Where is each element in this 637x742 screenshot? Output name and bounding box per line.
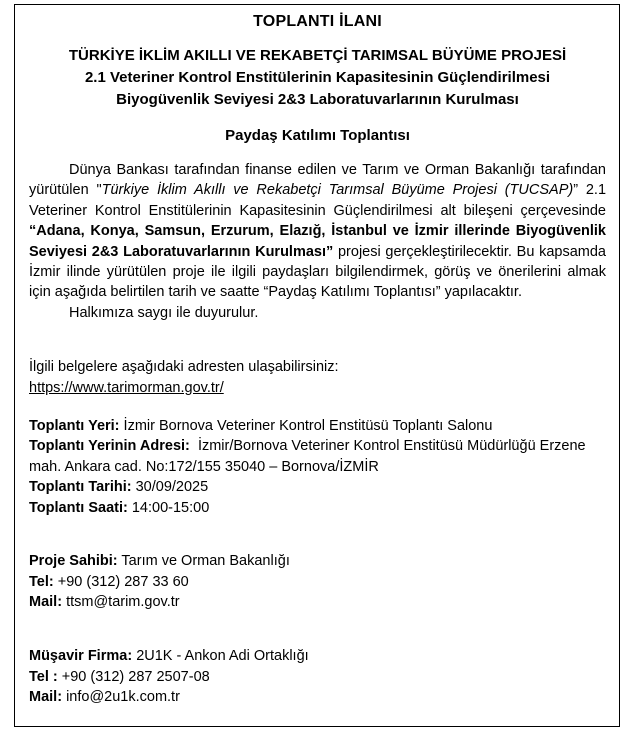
- project-title-line-3: Biyogüvenlik Seviyesi 2&3 Laboratuvarlarının Kurulması: [116, 91, 519, 108]
- project-owner-mail-value: ttsm@tarim.gov.tr: [66, 593, 180, 610]
- meeting-address-value: İzmir/Bornova Veteriner Kontrol Enstitüsü Müdürlüğü Erzene mah. Ankara cad. No:172/155 35040 – Bornova/İZMİR: [29, 438, 586, 475]
- consultant-firm-value: 2U1K - Ankon Adi Ortaklığı: [136, 648, 309, 665]
- closing-line: Halkımıza saygı ile duyurulur.: [69, 304, 259, 321]
- meeting-time-value: 14:00-15:00: [131, 499, 210, 516]
- meeting-address-label: Toplantı Yerinin Adresi:: [29, 438, 190, 455]
- project-title-line-1: TÜRKİYE İKLİM AKILLI VE REKABETÇİ TARIMSAL BÜYÜME PROJESİ: [68, 47, 567, 64]
- project-owner-value: Tarım ve Orman Bakanlığı: [121, 553, 290, 570]
- consultant-mail-label: Mail:: [29, 689, 63, 706]
- announcement-paragraph: [29, 160, 606, 303]
- project-title-line-2: 2.1 Veteriner Kontrol Enstitülerinin Kapasitesinin Güçlendirilmesi: [84, 69, 551, 86]
- project-owner-mail-label: Mail:: [29, 593, 63, 610]
- tarimorman-link[interactable]: https://www.tarimorman.gov.tr/: [29, 379, 224, 396]
- consultant-tel-label: Tel :: [29, 668, 58, 685]
- announcement-document: [14, 4, 620, 727]
- meeting-venue-label: Toplantı Yeri:: [29, 418, 120, 435]
- consultant-mail-value: info@2u1k.com.tr: [66, 689, 180, 706]
- project-owner-section: [29, 551, 606, 612]
- announcement-text-run5: projesi gerçekleştirilecektir. Bu kapsamda İzmir ilinde yürütülen proje ile ilgili paydaşları bilgilendirmek, görüş ve önerilerini almak için aşağıda belirtilen tarih ve saatte “Paydaş Katılımı Toplantısı” yapılacaktır.: [29, 243, 606, 301]
- project-title: [29, 45, 606, 111]
- consultant-mail-row: [29, 687, 606, 707]
- meeting-date-value: 30/09/2025: [135, 479, 209, 496]
- doc-title: TOPLANTI İLANI: [253, 13, 382, 30]
- project-owner-tel-label: Tel:: [29, 573, 54, 590]
- announcement-text-run1: Dünya Bankası tarafından finanse edilen ve Tarım ve Orman Bakanlığı tarafından yürütülen ": [29, 162, 606, 199]
- meeting-details-section: [29, 416, 606, 518]
- meeting-date-row: [29, 477, 606, 497]
- announcement-text-run3: ” 2.1 Veteriner Kontrol Enstitülerinin Kapasitesinin Güçlendirilmesi alt bileşeni çerçevesinde: [29, 182, 607, 219]
- consultant-firm-label: Müşavir Firma:: [29, 648, 133, 665]
- link-intro-text: İlgili belgelere aşağıdaki adresten ulaşabilirsiniz:: [29, 359, 339, 376]
- meeting-address-row: [29, 436, 606, 477]
- project-owner-tel-value: +90 (312) 287 33 60: [57, 573, 189, 590]
- meeting-time-row: [29, 498, 606, 518]
- announcement-cities-bold: “Adana, Konya, Samsun, Erzurum, Elazığ, İstanbul ve İzmir illerinde Biyogüvenlik Seviyesi 2&3 Laboratuvarlarının Kurulması”: [29, 223, 606, 260]
- meeting-venue-value: İzmir Bornova Veteriner Kontrol Enstitüsü Toplantı Salonu: [123, 418, 493, 435]
- project-owner-row: [29, 551, 606, 571]
- meeting-subtitle: Paydaş Katılımı Toplantısı: [225, 127, 410, 144]
- consultant-tel-row: [29, 667, 606, 687]
- project-owner-tel-row: [29, 572, 606, 592]
- consultant-tel-value: +90 (312) 287 2507-08: [61, 668, 210, 685]
- documents-link-section: [29, 357, 606, 398]
- announcement-project-name-italic: Türkiye İklim Akıllı ve Rekabetçi Tarımsal Büyüme Projesi (TUCSAP): [101, 182, 574, 199]
- consultant-firm-row: [29, 646, 606, 666]
- meeting-date-label: Toplantı Tarihi:: [29, 479, 132, 496]
- meeting-time-label: Toplantı Saati:: [29, 499, 128, 516]
- project-owner-mail-row: [29, 592, 606, 612]
- meeting-venue-row: [29, 416, 606, 436]
- project-owner-label: Proje Sahibi:: [29, 553, 118, 570]
- consultant-firm-section: [29, 646, 606, 707]
